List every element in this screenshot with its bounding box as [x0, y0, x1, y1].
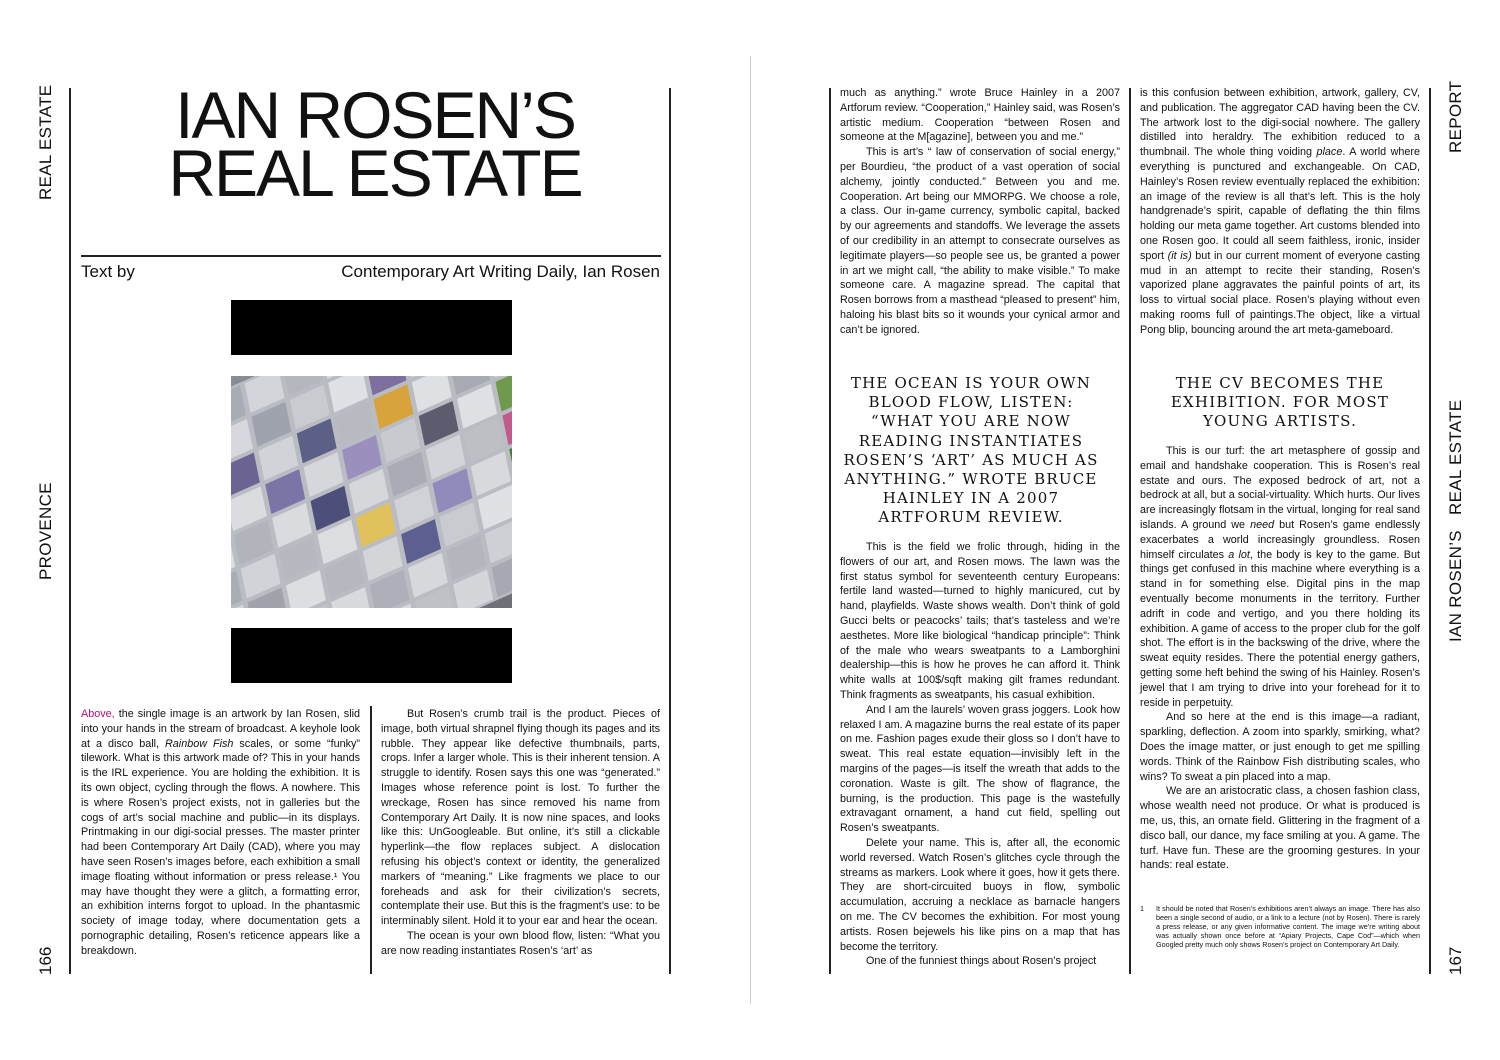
- redaction-bar-bottom: [231, 628, 512, 683]
- right-column-1-top: [840, 86, 1120, 338]
- paragraph: This is art’s “ law of conservation of social energy,” per Bourdieu, “the product of a vast operation of social alchemy, jointly conducted.” Between you and me. Cooperation. Art being our MMORPG. We choose a role, a class. Our in-game currency, symbolic capital, backed by our agreements and standoffs. We leverage the assets of our credibility in an attempt to consecrate ourselves as legitimate players—so people see us, be granted a power in art we might call, “the ability to make visible.” To make someone care. A magazine spread. The capital that Rosen borrows from a masthead “pleased to present” him, haloing his blast bits so it wounds your cynical armor and can’t be ignored.: [840, 146, 1120, 336]
- title-line-2: REAL ESTATE: [168, 136, 582, 210]
- left-page-right-rule: [669, 88, 671, 974]
- credit-names: Contemporary Art Writing Daily, Ian Rosen: [341, 262, 660, 281]
- page-number-right: 167: [1446, 946, 1465, 975]
- right-column-1-bottom: [840, 540, 1120, 969]
- paragraph: The ocean is your own blood flow, listen: “What you are now reading instantiates Rosen’s ‘art’ as: [381, 929, 660, 957]
- left-column-divider: [370, 706, 372, 974]
- footnote: [1140, 904, 1420, 949]
- redaction-bar-top: [231, 300, 512, 355]
- credit-label: Text by: [81, 262, 135, 281]
- right-column-2-bottom: [1140, 444, 1420, 873]
- paragraph: This is the field we frolic through, hiding in the flowers of our art, and Rosen mows. The lawn was the first status symbol for seventeenth century Europeans: fertile land wasted—turned to highly manicured, cut by hand, playfields. Waste shows wealth. Don’t think of gold Gucci belts or peacocks’ tails; that’s tasteless and we’re aesthetes. More like biological “handicap principle”: Think of the male who wears sweatpants to a Lamborghini dealership—this is how he proves he can afford it. Think white walls at 100$/sqft making gilt frames redundant. Think fragments as sweatpants, his casual exhibition.: [840, 541, 1120, 701]
- paragraph: This is our turf: the art metasphere of gossip and email and handshake cooperation. This is Rosen’s real estate and ours. The exposed bedrock of art, not a bedrock at all, but a social-virtuality. Which hurts. Our lives are increasingly flotsam in the virtual, longing for real sand islands. A ground we need but Rosen’s game endlessly exacerbates a world increasingly groundless. Rosen himself circulates a lot, the body is key to the game. But things get confused in this machine where everything is a stand in for something else. Digital pins in the map eventually become monuments in the territory. Further adrift in code and vertigo, and you there holding its exhibition. A game of access to the proper club for the golf shot. The effort is in the backswing of the drive, where the sweat equity resides. There the potential energy gathers, getting some heft behind the swing of his Hainley. Rosen’s jewel that I am trying to drive into your forehead for it to reside in perpetuity.: [1140, 445, 1420, 709]
- paragraph: But Rosen’s crumb trail is the product. Pieces of image, both virtual shrapnel flying though its pages and its rubble. They appear like defective thumbnails, parts, crops. Infer a larger whole. This is their inherent tension. A struggle to identify. Rosen says this one was “generated.” Images whose reference point is lost. To further the wreckage, Rosen has since removed his name from Contemporary Art Daily. It is now nine spaces, and looks like this: UnGoogleable. But online, it’s still a clickable hyperlink—the flow replaces subject. A dislocation refusing his object’s context or identity, the generalized markers of “meaning.” Like fragments we place to our foreheads and ask for their civilization’s secrets, contemplate their use. But this is the fragment’s use: to be interminably silent. Hold it to your ear and hear the ocean.: [381, 708, 660, 928]
- side-label-mid-right: IAN ROSEN’S REAL ESTATE: [1446, 399, 1465, 642]
- left-column-1: [81, 707, 360, 959]
- side-label-top-left: REAL ESTATE: [36, 84, 55, 200]
- page-gutter: [750, 56, 751, 1004]
- side-label-mid-left: PROVENCE: [36, 482, 55, 580]
- title-rule: [81, 255, 661, 257]
- paragraph: much as anything.” wrote Bruce Hainley in a 2007 Artforum review. “Cooperation,” Hainley said, was Rosen’s artistic medium. Cooperation “between Rosen and someone at the M[agazine], between you and me.”: [840, 87, 1120, 144]
- artwork-image: [231, 376, 512, 608]
- pull-quote-2: THE CV BECOMES THE EXHIBITION. FOR MOST YOUNG ARTISTS.: [1170, 374, 1390, 431]
- article-title: [80, 78, 670, 210]
- right-margin-rule: [1429, 88, 1431, 974]
- lead-word: Above,: [81, 708, 115, 720]
- right-page-left-rule: [829, 88, 831, 974]
- paragraph: And so here at the end is this image—a radiant, sparkling, deflection. A zoom into sparkly, smirking, what? Does the image matter, or just enough to get me spilling words. Think of the Rainbow Fish distributing scales, who wins? To sweat a pin placed into a map.: [1140, 711, 1420, 783]
- paragraph: We are an aristocratic class, a chosen fashion class, whose wealth need not produce. Or what is produced is me, us, this, an ornate field. Glittering in the fragment of a disco ball, our dance, my face smiling at you. A game. The turf. Have fun. These are the grooming gestures. In your hands: real estate.: [1140, 785, 1420, 872]
- right-column-divider: [1129, 88, 1131, 974]
- footnote-text: It should be noted that Rosen’s exhibitions aren’t always an image. There has also been a single second of audio, or a link to a lecture (not by Rosen). There is rarely a press release, or any given informative content. The image we’re writing about was actually shown once before at “Apiary Projects, Cape Cod”—which when Googled pretty much only shows Rosen’s project on Contemporary Art Daily.: [1156, 904, 1420, 949]
- left-column-2: [381, 707, 660, 959]
- pull-quote-1: THE OCEAN IS YOUR OWN BLOOD FLOW, LISTEN: “WHAT YOU ARE NOW READING INSTANTIATES ROSEN’S ‘ART’ AS MUCH AS ANYTHING.” WROTE BRUCE HAINLEY IN A 2007 ARTFORUM REVIEW.: [843, 374, 1099, 527]
- paragraph: Above, the single image is an artwork by Ian Rosen, slid into your hands in the stream of broadcast. A keyhole look at a disco ball, Rainbow Fish scales, or some “funky” tilework. What is this artwork made of? This in your hands is the IRL experience. You are holding the exhibition. It is its own object, cycling through the flows. A nowhere. This is where Rosen’s project exists, not in galleries but the cogs of art’s social machine and public—in its displays. Printmaking in our digi-social presses. The master printer had been Contemporary Art Daily (CAD), where you may have seen Rosen’s images before, each exhibition a small image floating without information or press release.¹ You may have thought they were a glitch, a formatting error, an exhibition interns forgot to upload. In the phantasmic society of image today, where documentation gets a pornographic detailing, Rosen’s reticence appears like a breakdown.: [81, 708, 360, 957]
- right-column-2-top: [1140, 86, 1420, 338]
- paragraph: And I am the laurels’ woven grass joggers. Look how relaxed I am. A magazine burns the real estate of its paper on me. Fashion pages exude their gloss so I don’t have to sweat. This real estate equation—invisibly left in the margins of the pages—is itself the wreath that adds to the coronation. Waste is gilt. The show of flagrance, the burning, is the production. This page is the wastefully extravagant ornament, a hand cut field, spelling out Rosen’s sweatpants.: [840, 703, 1120, 835]
- paragraph: Delete your name. This is, after all, the economic world reversed. Watch Rosen’s glitches cycle through the streams as markers. Look where it goes, how it gets there. They are short-circuited buoys in flow, symbolic accumulation, accruing a necklace as barnacle hangers on me. The CV becomes the exhibition. For most young artists. Rosen bejewels his like pins on a map that has become the territory.: [840, 836, 1120, 953]
- paragraph: is this confusion between exhibition, artwork, gallery, CV, and publication. The aggregator CAD having been the CV. The artwork lost to the digi-social nowhere. The gallery distilled into heraldry. The exhibition reduced to a thumbnail. The whole thing voiding place. A world where everything is punctured and exchangeable. On CAD, Hainley’s Rosen review eventually replaced the exhibition: an image of the review is all that’s left. This is the holy handgrenade’s spirit, capable of deflating the thin films holding our meta game together. Art customs blended into one Rosen goo. It could all seem faithless, ironic, insider sport (it is) but in our current moment of everyone casting mud in an attempt to recite their standing, Rosen’s vaporized plane aggravates the painful points of art, its loss to virtual social place. Rosen’s playing without even making rooms full of paintings.The object, like a virtual Pong blip, bouncing around the art meta-gameboard.: [1140, 87, 1421, 336]
- left-margin-rule: [69, 88, 71, 974]
- paragraph: One of the funniest things about Rosen’s project: [866, 955, 1097, 968]
- side-label-top-right: REPORT: [1446, 80, 1465, 153]
- disco-ball-tiles: [231, 376, 512, 608]
- footnote-number: 1: [1140, 904, 1144, 913]
- title-line-1: IAN ROSEN’S: [175, 78, 575, 152]
- page-number-left: 166: [36, 946, 55, 975]
